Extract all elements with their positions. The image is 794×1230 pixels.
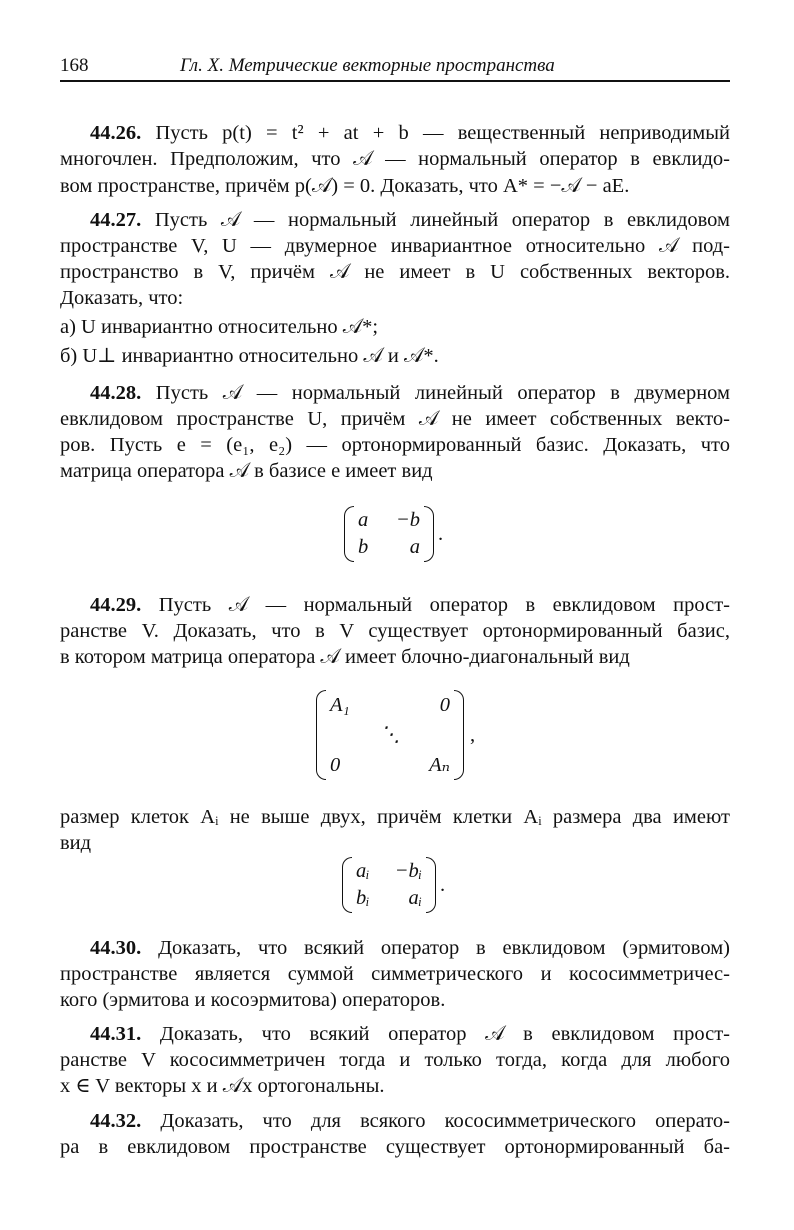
item-a: а) U инвариантно относительно 𝒜*; — [60, 316, 379, 338]
text-line: ра в евклидовом пространстве существует ортонормированный ба- — [60, 1136, 730, 1158]
right-paren — [454, 690, 464, 780]
matrix-entry: aᵢ — [408, 887, 422, 909]
matrix-entry: Aₙ — [429, 754, 450, 776]
page-number: 168 — [60, 55, 89, 76]
matrix-entry: a — [409, 536, 420, 558]
right-paren — [426, 857, 436, 913]
left-paren — [316, 690, 326, 780]
problem-44-26 — [60, 120, 730, 146]
matrix-entry: bᵢ — [356, 887, 370, 909]
text-line: в котором матрица оператора 𝒜 имеет блочно-диагональный вид — [60, 646, 630, 668]
text-line: размер клеток Aᵢ не выше двух, причём клетки Aᵢ размера два имеют — [60, 806, 730, 828]
matrix-2x2 — [344, 506, 443, 562]
text-line: Пусть p(t) = t² + at + b — вещественный неприводимый — [155, 122, 730, 144]
text-line: ров. Пусть e = (e₁, e₂) — ортонормированный базис. Доказать, что — [60, 434, 730, 456]
left-paren — [344, 506, 354, 562]
text-line: Доказать, что всякий оператор 𝒜 в евклидовом прост- — [159, 1023, 731, 1045]
matrix-entry: −bᵢ — [394, 860, 422, 882]
problem-44-32 — [60, 1108, 730, 1134]
text-line: многочлен. Предположим, что 𝒜 — нормальный оператор в евклидо- — [60, 148, 730, 170]
text-line: ранстве V кососимметричен тогда и только тогда, когда для любого — [60, 1049, 730, 1071]
text-line: матрица оператора 𝒜 в базисе e имеет вид — [60, 460, 433, 482]
problem-44-28 — [60, 380, 730, 406]
matrix-entry: A₁ — [330, 694, 350, 716]
matrix-entry: 0 — [330, 754, 341, 776]
text-line: Пусть 𝒜 — нормальный линейный оператор в двумерном — [155, 382, 730, 404]
problem-number: 44.26. — [90, 122, 142, 144]
punctuation: . — [438, 522, 444, 545]
text-line: пространство в V, причём 𝒜 не имеет в U собственных векторов. — [60, 261, 730, 283]
text-line: Доказать, что для всякого кососимметрического операто- — [160, 1110, 730, 1132]
text-line: пространстве V, U — двумерное инвариантное относительно 𝒜 под- — [60, 235, 730, 257]
matrix-entry — [410, 720, 450, 750]
text-line: вид — [60, 832, 92, 854]
problem-number: 44.32. — [90, 1110, 142, 1132]
matrix-entry: aᵢ — [356, 860, 370, 882]
text-line: ранстве V. Доказать, что в V существует ортонормированный базис, — [60, 620, 730, 642]
matrix-entry — [370, 750, 410, 780]
problem-44-29 — [60, 592, 730, 618]
problem-44-27 — [60, 207, 730, 233]
problem-44-30 — [60, 935, 730, 961]
running-title: Гл. X. Метрические векторные пространства — [180, 55, 555, 76]
problem-44-31 — [60, 1021, 730, 1047]
text-line: Пусть 𝒜 — нормальный оператор в евклидовом прост- — [158, 594, 730, 616]
problem-number: 44.27. — [90, 209, 142, 231]
matrix-entry: −b — [395, 509, 420, 531]
punctuation: , — [470, 723, 476, 746]
block-matrix-2x2 — [342, 857, 445, 913]
text-line: вом пространстве, причём p(𝒜) = 0. Доказать, что A* = −𝒜 − aE. — [60, 175, 630, 197]
matrix-entry — [330, 720, 370, 750]
header-rule — [60, 80, 730, 82]
block-diagonal-matrix — [316, 690, 475, 780]
left-paren — [342, 857, 352, 913]
punctuation: . — [440, 873, 446, 896]
matrix-entry: 0 — [439, 694, 450, 716]
text-line: x ∈ V векторы x и 𝒜x ортогональны. — [60, 1075, 385, 1097]
problem-number: 44.28. — [90, 382, 142, 404]
item-b: б) U⊥ инвариантно относительно 𝒜 и 𝒜*. — [60, 345, 439, 367]
problem-number: 44.31. — [90, 1023, 142, 1045]
text-line: Доказать, что: — [60, 287, 184, 309]
problem-number: 44.30. — [90, 937, 142, 959]
matrix-entry: b — [358, 536, 369, 558]
text-line: евклидовом пространстве U, причём 𝒜 не имеет собственных векто- — [60, 408, 730, 430]
text-line: кого (эрмитова и косоэрмитова) операторов. — [60, 989, 446, 1011]
text-line: Доказать, что всякий оператор в евклидовом (эрмитовом) — [158, 937, 730, 959]
right-paren — [424, 506, 434, 562]
text-line: Пусть 𝒜 — нормальный линейный оператор в евклидовом — [154, 209, 730, 231]
problem-number: 44.29. — [90, 594, 142, 616]
text-line: пространстве является суммой симметрического и кососимметричес- — [60, 963, 730, 985]
matrix-entry: ⋱ — [379, 724, 401, 746]
matrix-entry: a — [358, 509, 369, 531]
matrix-entry — [370, 690, 410, 720]
